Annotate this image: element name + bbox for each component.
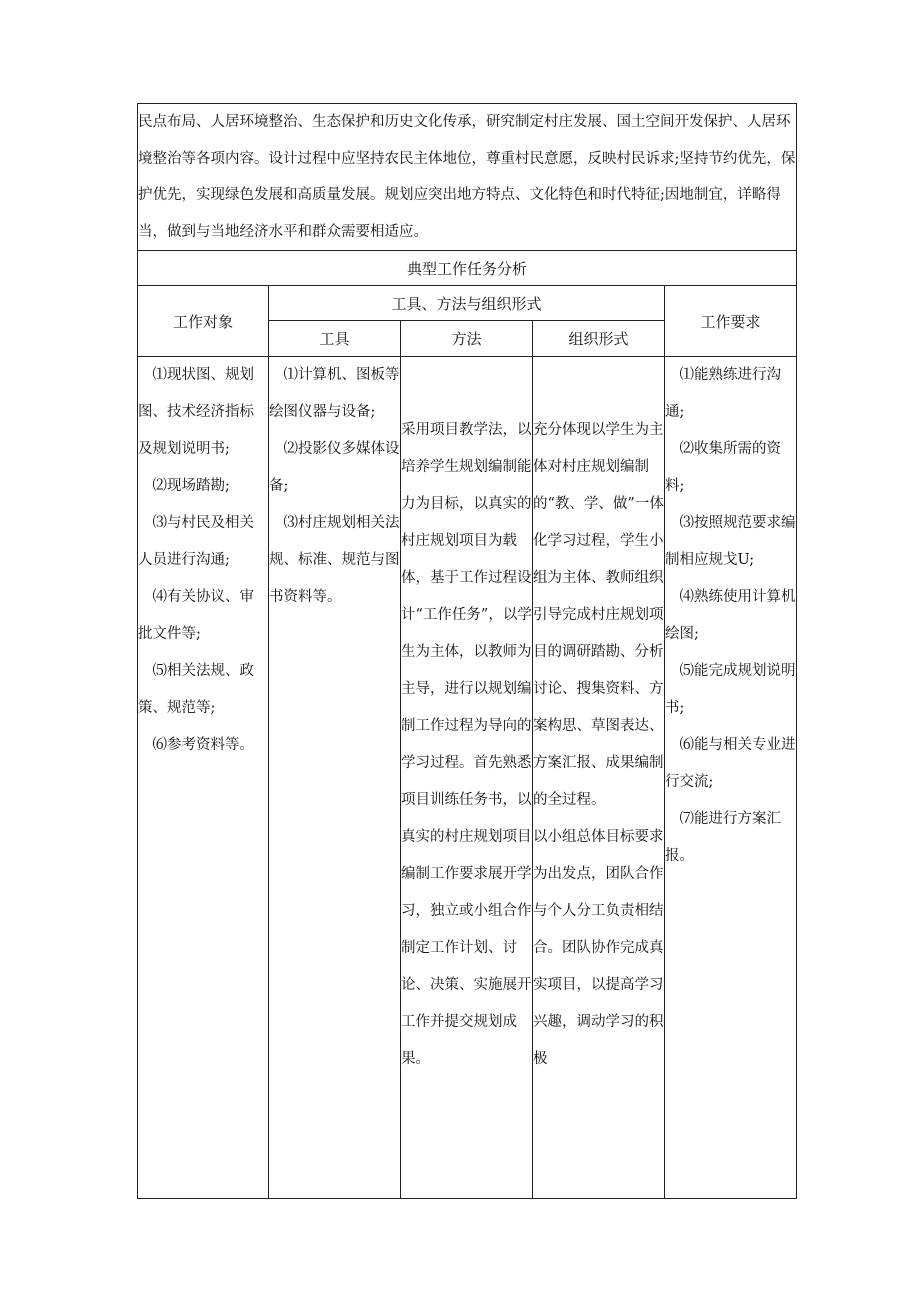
- requirement-item: ⑵收集所需的资料;: [665, 441, 781, 494]
- tools-item: ⑶村庄规划相关法规、标准、规范与图书资料等。: [269, 515, 400, 605]
- requirement-item: ⑴能熟练进行沟通;: [665, 367, 781, 420]
- tools-item: ⑴计算机、图板等绘图仪器与设备;: [269, 367, 400, 420]
- header-tools-methods-org: 工具、方法与组织形式: [269, 286, 665, 321]
- requirement-item: ⑹能与相关专业进行交流;: [665, 737, 796, 790]
- org-form-cell: [533, 357, 665, 1199]
- work-object-item: ⑴现状图、规划图、技术经济指标及规划说明书;: [138, 367, 254, 457]
- work-object-item: ⑹参考资料等。: [152, 737, 254, 753]
- requirement-item: ⑸能完成规划说明书;: [665, 663, 796, 716]
- org-form-text-2: 以小组总体目标要求为出发点，团队合作与个人分工负责相结合。团队协作完成真实项目，以提高学习兴趣，调动学习的积极: [533, 829, 664, 1067]
- methods-cell: [401, 357, 533, 1199]
- work-object-item: ⑶与村民及相关人员进行沟通;: [138, 515, 254, 568]
- document-page: [137, 103, 796, 1199]
- requirement-item: ⑺能进行方案汇报。: [665, 811, 781, 864]
- tools-cell: [269, 357, 401, 1199]
- requirement-item: ⑶按照规范要求编制相应规戈U;: [665, 515, 796, 568]
- work-object-item: ⑷有关协议、审批文件等;: [138, 589, 254, 642]
- org-form-text-1: 充分体现以学生为主体对村庄规划编制的“教、学、做”一体化学习过程，学生小组为主体、教师组织引导完成村庄规划项目的调研踏勘、分析讨论、搜集资料、方案构思、草图表达、方案汇报、成果编制的全过程。: [533, 422, 664, 808]
- header-tools: 工具: [269, 321, 401, 357]
- work-object-item: ⑵现场踏勘;: [152, 478, 230, 494]
- header-work-requirements: 工作要求: [665, 286, 797, 357]
- methods-text: 采用项目教学法，以培养学生规划编制能力为目标，以真实的村庄规划项目为载体，基于工作过程设计“工作任务”，以学生为主体，以教师为主导，进行以规划编制工作过程为导向的学习过程。首先熟悉项目训练任务书，以真实的村庄规划项目编制工作要求展开学习，独立或小组合作制定工作计划、讨论、决策、实施展开工作并提交规划成果。: [401, 422, 532, 1067]
- work-object-item: ⑸相关法规、政策、规范等;: [138, 663, 254, 716]
- intro-paragraph: 民点布局、人居环境整治、生态保护和历史文化传承，研究制定村庄发展、国土空间开发保护、人居环境整治等各项内容。设计过程中应坚持农民主体地位，尊重村民意愿，反映村民诉求;坚持节约优先，保护优先，实现绿色发展和高质量发展。规划应突出地方特点、文化特色和时代特征;因地制宜，详略得当，做到与当地经济水平和群众需要相适应。: [138, 104, 797, 251]
- header-org-form: 组织形式: [533, 321, 665, 357]
- tools-item: ⑵投影仪多媒体设备;: [269, 441, 400, 494]
- requirements-cell: [665, 357, 797, 1199]
- table-title: 典型工作任务分析: [138, 251, 797, 286]
- header-methods: 方法: [401, 321, 533, 357]
- work-object-cell: [138, 357, 269, 1199]
- task-analysis-table: [137, 103, 797, 1199]
- header-work-object: 工作对象: [138, 286, 269, 357]
- requirement-item: ⑷熟练使用计算机绘图;: [665, 589, 796, 642]
